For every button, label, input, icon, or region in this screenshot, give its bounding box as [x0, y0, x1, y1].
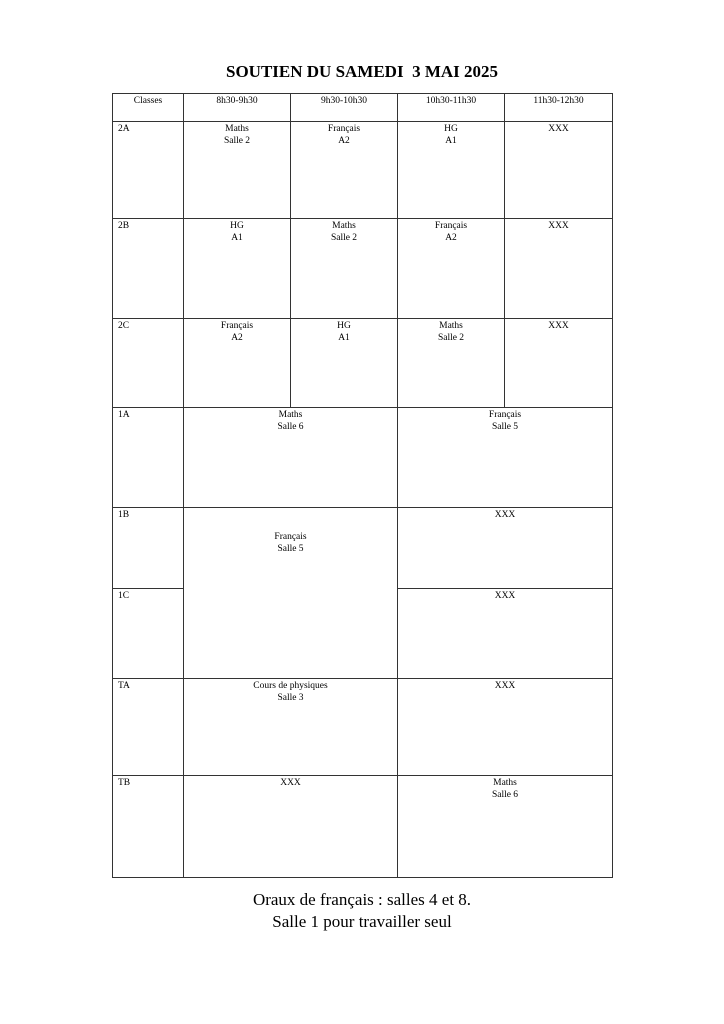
- class-label-TA: [113, 679, 184, 776]
- room: A2: [231, 333, 243, 343]
- room: Salle 6: [277, 422, 304, 432]
- subject: Maths: [225, 124, 249, 134]
- header-slot-label: 9h30-10h30: [321, 96, 367, 106]
- header-slot-2: [291, 94, 398, 122]
- class-label-2A: [113, 122, 184, 219]
- cell-1B-1C-early: [184, 508, 398, 679]
- cell-2C-slot2: [291, 319, 398, 408]
- room: Salle 2: [437, 333, 465, 343]
- class-label-TB: [113, 776, 184, 878]
- class-label: 2C: [118, 321, 130, 331]
- room: A2: [338, 136, 350, 146]
- cell-TB-early: [184, 776, 398, 878]
- cell-2C-slot1: [184, 319, 291, 408]
- header-classes: [113, 94, 184, 122]
- subject: Cours de physiques: [253, 681, 328, 691]
- table-row: [113, 319, 613, 408]
- subject: Français: [434, 221, 468, 231]
- header-slot-label: 8h30-9h30: [216, 96, 258, 106]
- subject: XXX: [548, 221, 569, 231]
- subject: HG: [230, 221, 244, 231]
- room: A1: [445, 136, 457, 146]
- cell-2B-slot2: [291, 219, 398, 319]
- header-row: [113, 94, 613, 122]
- subject: Français: [274, 532, 307, 542]
- class-label-2C: [113, 319, 184, 408]
- table-row: [113, 122, 613, 219]
- class-label-1C: [113, 589, 184, 679]
- subject: HG: [444, 124, 458, 134]
- table-row: [113, 679, 613, 776]
- room: A2: [445, 233, 457, 243]
- cell-2A-slot2: [291, 122, 398, 219]
- cell-TA-early: [184, 679, 398, 776]
- room: Salle 5: [277, 544, 304, 554]
- header-slot-1: [184, 94, 291, 122]
- class-label-2B: [113, 219, 184, 319]
- cell-2A-slot1: [184, 122, 291, 219]
- subject: HG: [337, 321, 351, 331]
- header-slot-3: [398, 94, 505, 122]
- cell-2C-slot4: [505, 319, 613, 408]
- table-row: [113, 776, 613, 878]
- subject: XXX: [494, 681, 516, 691]
- class-label: 2B: [118, 221, 130, 231]
- cell-2B-slot4: [505, 219, 613, 319]
- subject: Maths: [439, 321, 463, 331]
- header-slot-label: 11h30-12h30: [533, 96, 584, 106]
- subject: XXX: [280, 778, 301, 788]
- cell-1A-early: [184, 408, 398, 508]
- page-title: SOUTIEN DU SAMEDI 3 MAI 2025: [225, 62, 499, 81]
- header-slot-4: [505, 94, 613, 122]
- subject: Français: [488, 410, 522, 420]
- cell-TB-late: [398, 776, 613, 878]
- footer-note-oraux: Oraux de français : salles 4 et 8.: [252, 890, 472, 909]
- subject: XXX: [494, 510, 516, 520]
- cell-2A-slot4: [505, 122, 613, 219]
- class-label: TA: [118, 681, 130, 691]
- class-label: 1B: [118, 510, 130, 520]
- footer-note-salle: Salle 1 pour travailler seul: [272, 912, 452, 931]
- room: Salle 2: [223, 136, 251, 146]
- subject: XXX: [548, 124, 569, 134]
- cell-2B-slot1: [184, 219, 291, 319]
- subject: XXX: [494, 591, 516, 601]
- subject: Maths: [493, 778, 517, 788]
- cell-2A-slot3: [398, 122, 505, 219]
- room: Salle 3: [277, 693, 304, 703]
- subject: Français: [327, 124, 361, 134]
- cell-1B-late: [398, 508, 613, 589]
- room: A1: [231, 233, 243, 243]
- class-label: 2A: [118, 124, 130, 134]
- table-row: [113, 508, 613, 589]
- room: A1: [338, 333, 350, 343]
- room: Salle 2: [330, 233, 358, 243]
- class-label-1A: [113, 408, 184, 508]
- room: Salle 6: [491, 790, 519, 800]
- schedule-table: [112, 93, 613, 878]
- table-row: [113, 219, 613, 319]
- cell-TA-late: [398, 679, 613, 776]
- subject: Français: [220, 321, 254, 331]
- cell-1C-late: [398, 589, 613, 679]
- room: Salle 5: [491, 422, 519, 432]
- header-classes-label: Classes: [133, 96, 163, 106]
- class-label: 1A: [118, 410, 130, 420]
- subject: Maths: [332, 221, 356, 231]
- cell-2C-slot3: [398, 319, 505, 408]
- subject: XXX: [548, 321, 569, 331]
- cell-2B-slot3: [398, 219, 505, 319]
- class-label-1B: [113, 508, 184, 589]
- header-slot-label: 10h30-11h30: [425, 96, 477, 106]
- table-row: [113, 408, 613, 508]
- class-label: TB: [118, 778, 131, 788]
- cell-1A-late: [398, 408, 613, 508]
- class-label: 1C: [118, 591, 130, 601]
- subject: Maths: [278, 410, 303, 420]
